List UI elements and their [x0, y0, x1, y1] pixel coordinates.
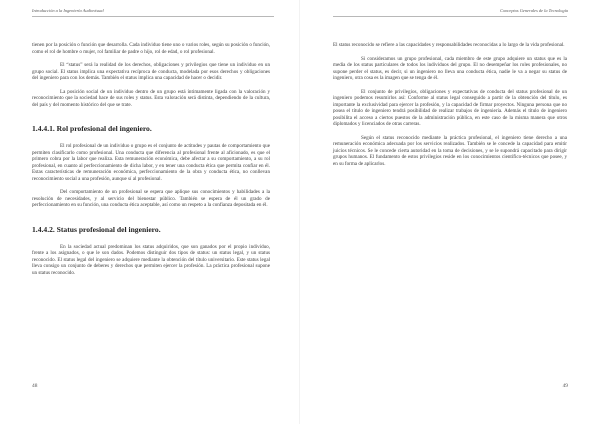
page-number-right: 49: [562, 383, 568, 389]
paragraph: El rol profesional de un individuo o grupo es el conjunto de actitudes y pautas de comportamiento que permiten clasificarlo como profesional. Una conducta que diferencia al profesional frente al aficionado, es que el primero cobra por la labor que realiza. Esta remuneración económica, debe afectar a su comportamiento, a su rol profesional, en cuanto al perfeccionamiento de dicha labor, y en tener una conducta ética que permita confiar en él. Estas características de remuneración económica, perfeccionamiento de la obra y conducta ética, no conllevan reconocimiento social a una profesión, aunque sí al profesional.: [32, 143, 270, 182]
header-rule-left: [32, 16, 274, 17]
section-heading-status: 1.4.4.2. Status profesional del ingeniero.: [32, 224, 161, 234]
paragraph: El “status” será la realidad de los derechos, obligaciones y privilegios que tiene un individuo en un grupo social. El status implica una expectativa recíproca de conducta, modelada por esos derechos y obligaciones del ingeniero para con los demás. También el status implica una capacidad de hacer o decidir.: [32, 62, 270, 81]
right-page: [300, 0, 600, 424]
paragraph: tienen por la posición o función que desarrolla. Cada individuo tiene uno o varios roles, según su posición o función, como el rol de hombre o mujer, rol familiar de padre o hijo, rol de edad, o rol profesional.: [32, 42, 270, 55]
paragraph: La posición social de un individuo dentro de un grupo está íntimamente ligada con la valoración y reconocimiento que la sociedad hace de sus roles y status. Esta valoración será distinta, dependiendo de la cultura, del país y del momento histórico del que se trate.: [32, 88, 270, 108]
right-page-body: [333, 42, 567, 174]
section-heading-rol: 1.4.4.1. Rol profesional del ingeniero.: [32, 124, 152, 133]
running-head-right: Conceptos Generales de la Tecnología: [500, 8, 568, 13]
paragraph: El conjunto de privilegios, obligaciones y expectativas de conducta del status profesional de un ingeniero podemos resumirlos así: Conforme al status legal conseguido a partir de la obtención del título, es importante la exclusividad para ejercer la profesión, y la capacidad de firmar proyectos. Ninguna persona que no posea el título de ingeniero tendrá posibilidad de realizar trabajos de ingeniería. Además el título de ingeniero posibilita el acceso a ciertos puestos de la administración pública, en este caso de la misma manera que otros diplomados y licenciados de otras carreras.: [333, 88, 567, 127]
page-number-left: 48: [32, 383, 38, 389]
paragraph: En la sociedad actual predominan los status adquiridos, que son ganados por el propio individuo, frente a los asignados, o que le son dados. Podemos distinguir dos tipos de status: un status legal, y un status reconocido. El status legal del ingeniero se adquiere mediante la obtención del título universitario. Este status legal lleva consigo un conjunto de deberes y derechos que permiten ejercer la profesión. La práctica profesional supone un status reconocido.: [32, 243, 270, 276]
header-rule-right: [333, 16, 567, 17]
paragraph: Del comportamiento de un profesional se espera que aplique sus conocimientos y habilidades a la resolución de necesidades, y al servicio del bienestar público. También se espera de él un grado de perfeccionamiento en su función, una conducta ética aceptable, así como un respeto a la confianza depositada en él.: [32, 189, 270, 208]
paragraph: Según el status reconocido mediante la práctica profesional, el ingeniero tiene derecho a una remuneración económica adecuada por los servicios realizados. También se le concede la capacidad para emitir juicios técnicos. Se le concede cierta autoridad en la toma de decisiones, y se le supondrá capacitado para dirigir grupos humanos. El fundamento de estos privilegios reside en los conocimientos científico-técnicos que posee, y en su forma de aplicarlos.: [333, 134, 567, 167]
left-page-body: [32, 42, 270, 283]
running-head-left: Introducción a la Ingeniería Audiovisual: [32, 8, 104, 13]
paragraph: El status reconocido se refiere a las capacidades y responsabilidades reconocidas a lo largo de la vida profesional.: [333, 42, 565, 48]
paragraph: Si consideramos un grupo profesional, cada miembro de este grupo adquiere un status que es la media de los status particulares de todos los individuos del grupo. El no desempeñar los roles profesionales, no supone perder el status, es decir, si un ingeniero no lleva una conducta ética, nadie le va a negar su status de ingeniero, otra cosa es la imagen que se tenga de él.: [333, 55, 567, 81]
